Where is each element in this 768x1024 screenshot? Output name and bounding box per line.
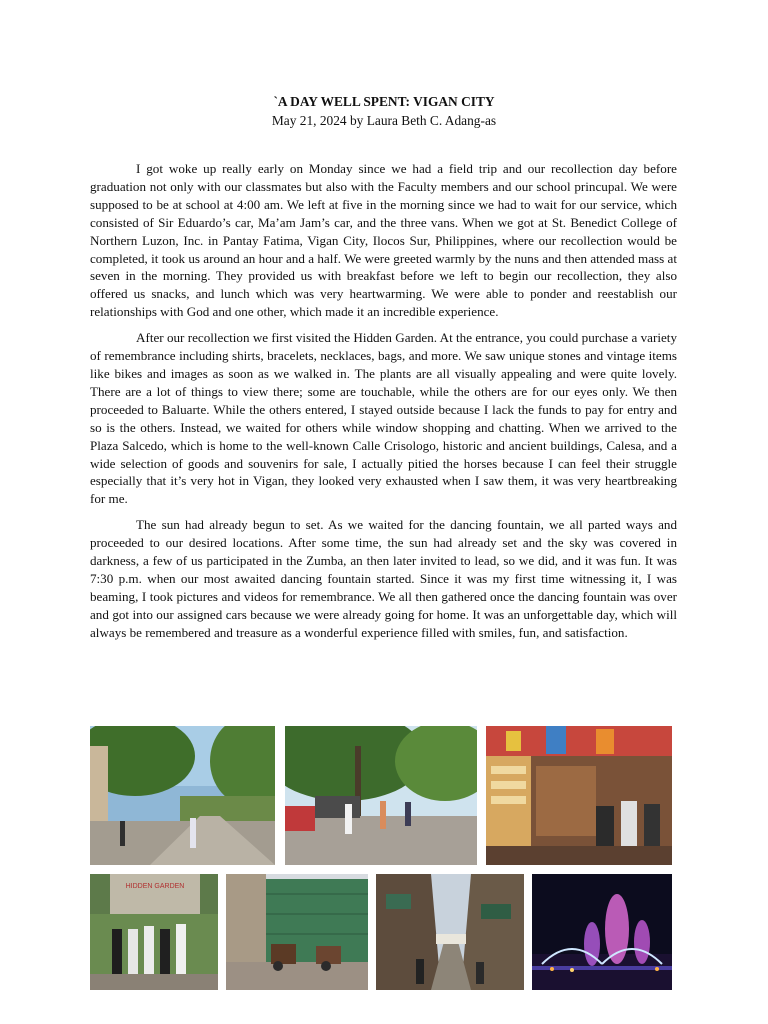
photo-tree-lined-street [90, 726, 275, 865]
document-title: `A DAY WELL SPENT: VIGAN CITY [273, 94, 495, 109]
garden-sign-text: HIDDEN GARDEN [125, 883, 185, 890]
photo-calesa-street [226, 874, 368, 990]
photo-calle-crisologo [376, 874, 524, 990]
photo-souvenir-shop [486, 726, 672, 865]
photo-parking-lot-trees [285, 726, 477, 865]
photo-dancing-fountain [532, 874, 672, 990]
paragraph-3: The sun had already begun to set. As we waited for the dancing fountain, we all parted ways and proceeded to our desired locations. After some time, the sun had already set and the sky was covered in darkness, a few of us participated in the Zumba, an then later invited to lead, so we did, and it was fun. It was 7:30 p.m. when our most awaited dancing fountain started. Since it was my first time witnessing it, I was beaming, I took pictures and videos for remembrance. We all then gathered once the dancing fountain was over and got into our assigned cars because we were already going for home. It was an unforgettable day, which will always be remembered and treasure as a wonderful experience filled with smiles, fun, and satisfaction. [90, 517, 677, 640]
photo-hidden-garden-group [90, 874, 218, 990]
document-body [90, 160, 677, 650]
document-byline: May 21, 2024 by Laura Beth C. Adang-as [271, 113, 497, 128]
paragraph-2: After our recollection we first visited the Hidden Garden. At the entrance, you could purchase a variety of remembrance including shirts, bracelets, necklaces, bags, and more. We saw unique stones and vintage items like bikes and images as soon as we walked in. The plants are all visually appealing and were quite lovely. There are a lot of things to view there; some are touchable, while the others are for our eyes only. We then proceeded to Baluarte. While the others entered, I stayed outside because I lack the funds to pay for entry and so is the others. Instead, we waited for others while window shopping and chatting. When we arrived to the Plaza Salcedo, which is home to the well-known Calle Crisologo, historic and ancient buildings, Calesa, and a wide selection of goods and souvenirs for sale, I actually pitied the horses because I can feel their struggle especially that it’s very hot in Vigan, they looked very exhausted when I saw them, it was very heartbreaking for me. [90, 330, 677, 507]
paragraph-1: I got woke up really early on Monday since we had a field trip and our recollection day before graduation not only with our classmates but also with the Faculty members and our school princupal. We were supposed to be at school at 4:00 am. We left at five in the morning since we had to wait for our service, which consisted of Sir Eduardo’s car, Ma’am Jam’s car, and the three vans. When we got at St. Benedict College of Northern Luzon, Inc. in Pantay Fatima, Vigan City, Ilocos Sur, Philippines, where our recollection would be completed, it took us around an hour and a half. We were greeted warmly by the nuns and then attended mass at seven in the morning. They provided us with breakfast before we left to begin our recollection, they also offered us snacks, and lunch which was very heartwarming. We were able to ponder and reestablish our relationships with God and one other, which made it an incredible experience. [90, 161, 677, 320]
